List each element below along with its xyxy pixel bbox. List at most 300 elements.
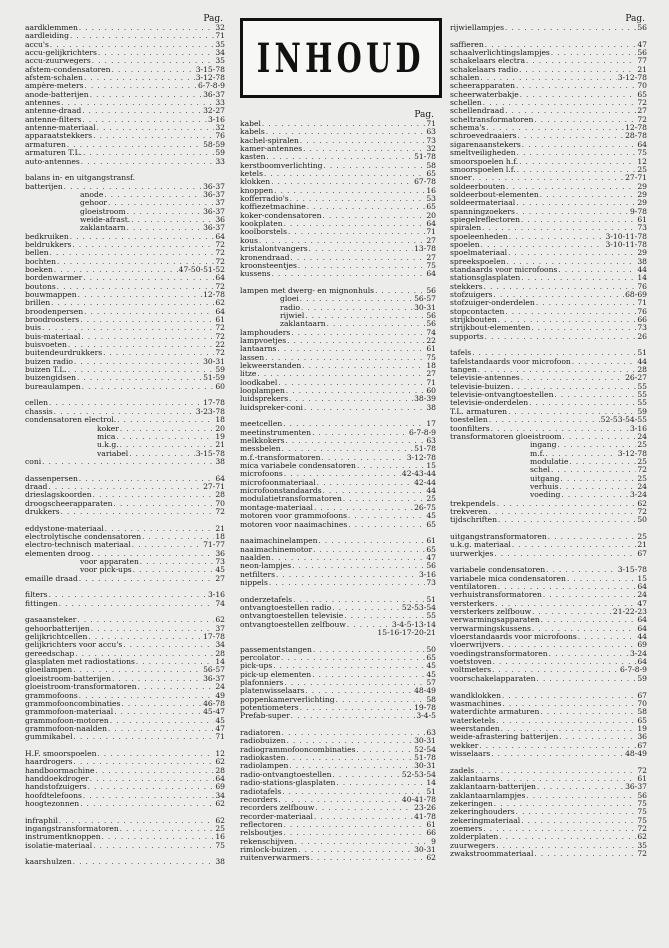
entry-page: 74 [426, 328, 436, 337]
list-item [240, 387, 436, 395]
list-item [25, 408, 225, 416]
dot-leader [508, 408, 636, 416]
entry-page: 42-43-44 [401, 470, 436, 479]
entry-term: handstofzuigers [25, 783, 87, 792]
entry-page: 72 [215, 249, 225, 258]
entry-term: armaturen [25, 140, 66, 149]
entry-page: 25 [637, 474, 647, 483]
entry-page: 42-44 [414, 478, 436, 487]
entry-term: afstem-condensatoren [25, 65, 111, 74]
entry-term: voedingstransformatoren [450, 649, 548, 658]
dot-leader [82, 107, 202, 115]
dot-leader [548, 533, 637, 541]
list-item [450, 166, 647, 174]
list-item [450, 575, 647, 583]
list-item [25, 783, 225, 791]
entry-term: soldeerbout-elementen [450, 190, 539, 199]
list-item [450, 792, 647, 800]
dot-leader [481, 241, 605, 249]
entry-term: naalden [240, 553, 271, 562]
entry-term: voor apparaten [80, 558, 139, 566]
list-item [240, 354, 436, 362]
entry-term: gloeistroom-batterijen [25, 674, 112, 683]
list-item [25, 541, 225, 549]
list-item [450, 825, 647, 833]
entry-page: 72 [215, 324, 225, 333]
entry-page: 68-69 [625, 291, 647, 299]
entry-term: instrumentknoppen [25, 833, 101, 842]
entry-term: radiokasten [240, 754, 286, 763]
entry-page: 21-22-23 [612, 608, 647, 617]
list-item [450, 817, 647, 825]
entry-term: beldrukkers [25, 240, 72, 249]
list-item [25, 333, 225, 341]
entry-term: antenne-draad [25, 107, 82, 116]
entry-term: trekveren [450, 507, 488, 516]
dot-leader [517, 166, 637, 174]
dot-leader [313, 646, 425, 654]
entry-term: zaklantaarn-batterijen [450, 783, 536, 792]
list-item [450, 725, 647, 733]
dot-leader [541, 616, 637, 624]
dot-leader [78, 291, 202, 299]
dot-leader [138, 683, 215, 691]
list-item [240, 546, 436, 554]
entry-page: 36-37 [203, 90, 225, 99]
entry-term: microfoonstandaards [240, 487, 322, 496]
entry-page: 71-77 [203, 541, 225, 550]
entry-term: H.F. smoorspoelen [25, 749, 97, 758]
dot-leader [108, 725, 214, 733]
entry-page: 72 [637, 99, 647, 108]
page-title: INHOUD [256, 34, 426, 82]
list-item [450, 491, 647, 499]
dot-leader [79, 692, 215, 700]
dot-leader [241, 629, 376, 637]
entry-term: stopcontacten [450, 307, 505, 316]
entry-term: radiogrammofooncombinaties [240, 745, 356, 754]
entry-term: kofferradio's [240, 195, 289, 204]
entry-page: 27 [426, 253, 436, 262]
dot-leader [532, 625, 636, 633]
entry-page: 18 [215, 416, 225, 425]
entry-page: 74 [215, 599, 225, 608]
entry-page: 35 [637, 841, 647, 850]
list-item [25, 758, 225, 766]
entry-term: buizen radio [25, 357, 73, 366]
entry-page: 53 [426, 195, 436, 204]
list-item [240, 696, 436, 704]
entry-term: versterkers [450, 599, 495, 608]
list-item [25, 525, 225, 533]
dot-leader [546, 450, 617, 458]
entry-page: 71 [215, 733, 225, 742]
entry-page: 3-4-5 [416, 712, 436, 721]
dot-leader [551, 49, 636, 57]
entry-term: stekkers [450, 282, 483, 291]
entry-term: relsboutjes [240, 829, 283, 838]
list-item [450, 625, 647, 633]
list-item [450, 233, 647, 241]
list-item [240, 312, 436, 320]
entry-page: 22 [426, 336, 436, 345]
list-item [25, 383, 225, 391]
entry-page: 58-59 [203, 140, 225, 149]
entry-term: rijwiellampjes [450, 24, 505, 32]
entry-page: 6-7-8-9 [197, 82, 225, 91]
list-item [240, 821, 436, 829]
entry-term: tafels [450, 349, 472, 358]
entry-term: gloeistroom-transformatoren [25, 683, 137, 692]
entry-page: 71 [637, 299, 647, 308]
entry-term: televisie-antennes [450, 374, 520, 383]
entry-page: 65 [426, 654, 436, 662]
entry-term: u.k.g. materiaal [450, 541, 511, 550]
entry-term: anode [80, 190, 104, 199]
entry-page: 16 [215, 833, 225, 842]
entry-page: 17-78 [203, 399, 225, 408]
dot-leader [83, 792, 214, 800]
entry-term: lantaarns [240, 345, 277, 354]
entry-term: zekeringmateriaal [450, 816, 521, 825]
dot-leader [49, 399, 202, 407]
entry-term: trekpendels [450, 499, 496, 508]
entry-page: 72 [215, 507, 225, 516]
entry-term: snoer [450, 174, 472, 183]
entry-term: infraphil [25, 816, 58, 825]
entry-term: auto-antennes [25, 157, 80, 166]
entry-term: transformatoren gloeistroom [450, 432, 562, 441]
list-item [450, 24, 647, 32]
entry-page: 76 [637, 307, 647, 316]
dot-leader [480, 74, 616, 82]
dot-leader [82, 383, 215, 391]
dot-leader [521, 274, 636, 282]
entry-term: fittingen [25, 599, 58, 608]
entry-page: 28 [215, 766, 225, 775]
list-item [240, 629, 436, 637]
dot-leader [522, 141, 637, 149]
list-item [240, 212, 436, 220]
entry-term: netfilters [240, 570, 276, 579]
entry-term: u.k.g. [97, 441, 119, 450]
entry-term: eddystone-materiaal [25, 524, 104, 533]
list-item [450, 91, 647, 99]
list-item [450, 132, 647, 140]
dot-leader [485, 41, 637, 49]
entry-page: 57 [426, 679, 436, 688]
list-item [450, 842, 647, 850]
list-item [25, 742, 225, 750]
list-item [450, 391, 647, 399]
list-item [450, 775, 647, 783]
dot-leader [136, 174, 224, 182]
list-item [25, 199, 225, 207]
dot-leader [517, 149, 637, 157]
entry-term: kerstboomverlichting [240, 161, 323, 170]
entry-page: 14 [637, 274, 647, 283]
list-item [25, 107, 225, 115]
entry-page: 3-12-78 [406, 453, 436, 462]
entry-term: schalen [450, 74, 480, 83]
dot-leader [521, 216, 636, 224]
list-item [450, 349, 647, 357]
dot-leader [42, 458, 214, 466]
list-item [450, 308, 647, 316]
list-item [25, 600, 225, 608]
dot-leader [505, 107, 636, 115]
list-item [240, 379, 436, 387]
dot-leader [85, 82, 197, 90]
dot-leader [323, 487, 426, 495]
list-item [450, 742, 647, 750]
list-item [25, 750, 225, 758]
dot-leader [494, 800, 637, 808]
dot-leader [521, 374, 624, 382]
entry-term: loodkabel [240, 378, 278, 387]
entry-term: armaturen T.L. [25, 149, 83, 158]
list-item [240, 554, 436, 562]
entry-page: 29 [637, 199, 647, 208]
list-item [25, 475, 225, 483]
entry-page: 36-37 [625, 783, 647, 792]
list-item [25, 508, 225, 516]
entry-page: 51 [426, 595, 436, 604]
list-item [25, 625, 225, 633]
entry-page: 56 [426, 286, 436, 295]
entry-page: 62 [426, 854, 436, 863]
entry-term: haardrogers [25, 758, 73, 767]
entry-term: melkkokers [240, 437, 285, 446]
entry-term: poppenkamerverlichting [240, 695, 335, 704]
entry-term: microfoonmateriaal [240, 478, 316, 487]
list-item [450, 99, 647, 107]
entry-term: montage-materiaal [240, 503, 313, 512]
entry-term: lampen met dwerg- en mignonhuls [240, 286, 375, 295]
entry-page: 72 [637, 466, 647, 475]
entry-term: kabel [240, 120, 261, 128]
dot-leader [300, 137, 425, 145]
dot-leader [123, 641, 214, 649]
list-item [240, 829, 436, 837]
dot-leader [505, 24, 636, 32]
list-item [240, 721, 436, 729]
dot-leader [127, 224, 202, 232]
entry-term: afstem-schalen [25, 74, 83, 83]
list-item [450, 833, 647, 841]
entry-term: apparaatstekkers [25, 132, 93, 141]
entry-term: buis-materiaal [25, 332, 81, 341]
list-item [25, 41, 225, 49]
entry-page: 64 [637, 583, 647, 592]
entry-page: 36-37 [203, 190, 225, 199]
entry-page: 3-10-11-78 [605, 232, 647, 241]
entry-page: 60 [215, 382, 225, 391]
entry-page: 29 [637, 190, 647, 199]
list-item [240, 521, 436, 529]
entry-page: 56 [426, 562, 436, 571]
entry-term: gloeilampen [25, 666, 73, 675]
entry-term: soldeerbouten [450, 182, 506, 191]
entry-page: 14 [426, 779, 436, 788]
dot-leader [49, 591, 207, 599]
entry-page: 29 [637, 182, 647, 191]
entry-term: weide-afrast. [80, 215, 131, 224]
entry-term: zaklantaarns [450, 774, 500, 783]
dot-leader [120, 441, 215, 449]
list-item [450, 608, 647, 616]
dot-leader [318, 537, 425, 545]
entry-term: smoorspoelen l.f. [450, 165, 516, 174]
dot-leader [73, 858, 215, 866]
entry-page: 62 [215, 799, 225, 808]
dot-leader [90, 91, 202, 99]
entry-page: 3-10-11-78 [605, 240, 647, 249]
list-item [240, 504, 436, 512]
list-item [450, 475, 647, 483]
entry-term: rimlock-buizen [240, 845, 298, 854]
entry-page: 6-7-8-9 [408, 428, 436, 437]
dot-leader [271, 178, 413, 186]
entry-term: zekeringen [450, 799, 493, 808]
dot-leader [289, 762, 413, 770]
list-item [450, 141, 647, 149]
entry-term: variabel [97, 449, 129, 458]
entry-term: bouwmappen [25, 291, 77, 299]
list-item [450, 249, 647, 257]
entry-page: 21 [637, 541, 647, 550]
entry-page: 3-23-78 [195, 407, 225, 416]
entry-page: 64 [637, 624, 647, 633]
dot-leader [560, 483, 637, 491]
dot-leader [497, 500, 637, 508]
entry-term: recorders zelfbouw [240, 804, 315, 813]
entry-term: grammofoon-materiaal [25, 708, 114, 717]
entry-page: 21 [637, 65, 647, 74]
entry-page: 36 [215, 215, 225, 224]
list-item [450, 149, 647, 157]
list-item [450, 258, 647, 266]
entry-list [450, 24, 647, 858]
entry-term: bureaulampen [25, 382, 81, 391]
entry-page: 50 [426, 645, 436, 654]
list-item [240, 254, 436, 262]
dot-leader [67, 141, 202, 149]
list-item [25, 700, 225, 708]
dot-leader [540, 708, 636, 716]
list-item [25, 32, 225, 40]
entry-page: 75 [637, 799, 647, 808]
dot-leader [494, 550, 636, 558]
dot-leader [48, 483, 202, 491]
list-item [450, 183, 647, 191]
list-item [240, 454, 436, 462]
dot-leader [543, 591, 636, 599]
entry-page: 18 [426, 361, 436, 370]
entry-page: 65 [637, 716, 647, 725]
dot-leader [567, 575, 636, 583]
entry-term: gloei [280, 295, 299, 304]
entry-page: 22 [215, 341, 225, 350]
entry-page: 36 [637, 733, 647, 742]
title-box [240, 18, 442, 98]
dot-leader [274, 187, 425, 195]
entry-page: 37 [215, 624, 225, 633]
list-item [25, 132, 225, 140]
entry-term: schakelaars radio [450, 65, 519, 74]
entry-page: 64 [637, 616, 647, 625]
entry-term: m.f. [530, 449, 545, 458]
entry-page: 27 [426, 370, 436, 379]
dot-leader [312, 671, 425, 679]
dot-leader [278, 796, 400, 804]
dot-leader [50, 249, 215, 257]
entry-term: strijkbouten [450, 316, 497, 325]
list-item [25, 416, 225, 424]
list-item [240, 170, 436, 178]
dot-leader [81, 333, 214, 341]
dot-leader [486, 124, 624, 132]
entry-term: saffieren [450, 40, 484, 49]
dot-leader [327, 320, 426, 328]
entry-term: bellen [25, 249, 49, 258]
entry-page: 61 [637, 215, 647, 224]
entry-page: 49 [215, 691, 225, 700]
entry-term: televisie-onderdelen [450, 399, 529, 408]
list-item [240, 404, 436, 412]
entry-page: 73 [215, 558, 225, 566]
entry-term: spiegelreflectoren [450, 215, 521, 224]
entry-page: 21 [215, 524, 225, 533]
entry-page: 52-53-54 [401, 770, 436, 779]
list-item [450, 800, 647, 808]
entry-page: 75 [637, 808, 647, 817]
entry-page: 55 [637, 382, 647, 391]
entry-term: radiatoren [240, 729, 281, 738]
entry-page: 52-53-54 [401, 603, 436, 612]
entry-term: brillen [25, 299, 51, 308]
entry-page: 75 [215, 841, 225, 850]
dot-leader [483, 99, 637, 107]
list-item [450, 341, 647, 349]
entry-page: 47 [637, 599, 647, 608]
entry-term: kussens [240, 270, 271, 279]
entry-page: 26-75 [414, 503, 436, 512]
list-item [450, 458, 647, 466]
entry-page: 70 [637, 82, 647, 91]
list-item [450, 224, 647, 232]
list-item [25, 658, 225, 666]
dot-leader [291, 254, 426, 262]
entry-term: grammofooncombinaties [25, 699, 121, 708]
entry-term: bedkruiken [25, 232, 69, 241]
dot-leader [475, 767, 636, 775]
dot-leader [291, 712, 416, 720]
entry-page: 27 [426, 236, 436, 245]
entry-page: 44 [637, 265, 647, 274]
entry-term: ontvangtoestellen zelfbouw [240, 620, 346, 629]
dot-leader [302, 362, 425, 370]
entry-page: 12-78 [625, 124, 647, 133]
list-item [450, 324, 647, 332]
list-item [25, 299, 225, 307]
entry-term: scheerwaterbakje [450, 90, 519, 99]
dot-leader [68, 366, 215, 374]
entry-page: 28 [637, 366, 647, 375]
pag-header: Pag. [203, 14, 223, 24]
list-item [240, 128, 436, 136]
entry-term: kabels [240, 128, 265, 137]
